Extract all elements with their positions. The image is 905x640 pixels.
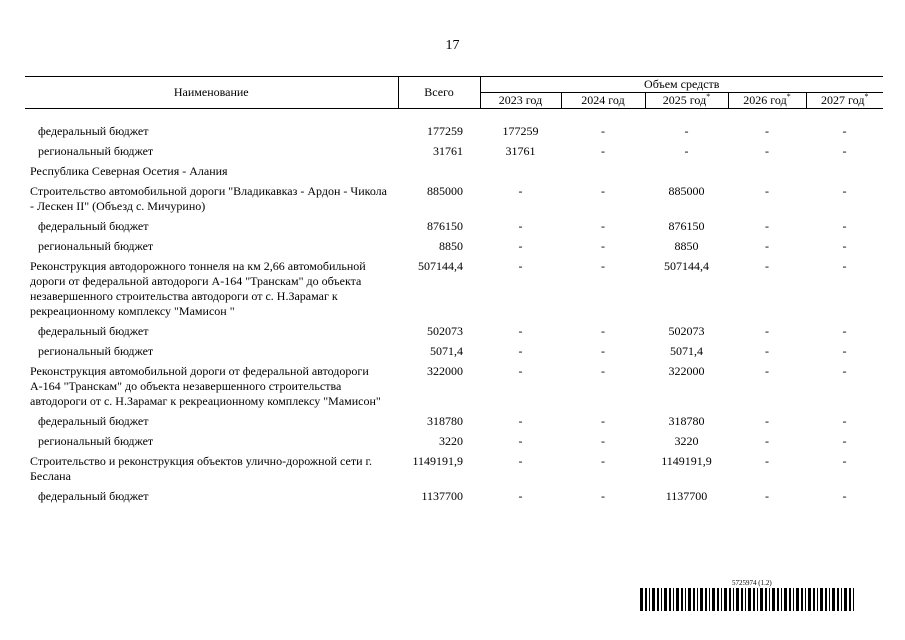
row-value-2025: 322000: [668, 364, 705, 378]
row-value-2025: 507144,4: [664, 259, 709, 273]
table-header: [25, 77, 883, 109]
row-value-2024: -: [601, 184, 605, 198]
row-value-2027: -: [842, 344, 847, 358]
footnote-asterisk: *: [864, 92, 869, 101]
row-total: 1137700: [421, 489, 463, 503]
row-name: федеральный бюджет: [38, 124, 149, 138]
row-value-2027: -: [842, 364, 847, 378]
row-value-2027: -: [842, 489, 847, 503]
row-value-2027: -: [842, 324, 847, 338]
row-value-2026: [728, 164, 806, 184]
header-year: [480, 93, 561, 109]
row-total: 1149191,9: [412, 454, 463, 468]
row-value-2023: -: [518, 434, 523, 448]
table-body: [25, 109, 883, 510]
row-total: 322000: [427, 364, 463, 378]
table-row: [25, 324, 883, 344]
header-year-label: 2027 год: [821, 93, 865, 107]
table-row: [25, 184, 883, 219]
row-value-2023: -: [518, 414, 523, 428]
row-value-2023: -: [518, 259, 523, 273]
row-name: федеральный бюджет: [38, 324, 149, 338]
row-value-2025: 1137700: [665, 489, 708, 503]
row-value-2024: -: [601, 124, 605, 138]
row-value-2024: -: [601, 454, 605, 468]
row-total: 8850: [439, 239, 463, 253]
row-name: Строительство и реконструкция объектов улично-дорожной сети г. Беслана: [30, 454, 373, 483]
barcode-bars: [640, 588, 858, 611]
header-year-label: 2024 год: [581, 93, 625, 107]
row-value-2026: -: [765, 124, 769, 138]
row-value-2026: -: [765, 259, 769, 273]
row-name: Строительство автомобильной дороги "Владикавказ - Ардон - Чикола - Лескен II" (Объезд с. Мичурино): [30, 184, 387, 213]
table-row: [25, 144, 883, 164]
row-value-2027: -: [842, 219, 847, 233]
page-number: 17: [445, 38, 460, 53]
row-value-2023: -: [518, 324, 523, 338]
row-value-2023: -: [518, 184, 523, 198]
row-value-2023: -: [518, 489, 523, 503]
row-value-2027: -: [842, 124, 847, 138]
table-row: [25, 219, 883, 239]
row-value-2025: 876150: [668, 219, 705, 233]
row-value-2026: -: [765, 344, 769, 358]
row-value-2026: -: [765, 489, 769, 503]
row-value-2023: -: [518, 239, 523, 253]
row-value-2025: 318780: [668, 414, 705, 428]
row-value-2026: -: [765, 364, 769, 378]
row-value-2024: [561, 164, 645, 184]
row-value-2026: -: [765, 219, 769, 233]
spacer-row: [25, 109, 883, 125]
row-total: 31761: [433, 144, 463, 158]
table-row: [25, 239, 883, 259]
header-year-label: 2026 год: [743, 93, 787, 107]
row-value-2026: -: [765, 324, 769, 338]
row-total: 5071,4: [430, 344, 463, 358]
row-value-2027: -: [842, 144, 847, 158]
row-value-2023: 177259: [502, 124, 539, 138]
row-total: 318780: [427, 414, 463, 428]
footnote-asterisk: *: [786, 92, 791, 101]
row-value-2025: 5071,4: [670, 344, 703, 358]
row-name: Республика Северная Осетия - Алания: [30, 164, 228, 178]
header-total: Всего: [398, 77, 480, 109]
budget-table: [25, 76, 883, 509]
row-value-2024: -: [601, 434, 605, 448]
header-year: [806, 93, 883, 109]
row-value-2027: -: [842, 184, 847, 198]
row-value-2024: -: [601, 344, 605, 358]
header-name: Наименование: [25, 77, 398, 109]
header-year: [561, 93, 645, 109]
row-total: 177259: [427, 124, 463, 138]
header-group: Объем средств: [480, 77, 883, 93]
table-row: [25, 489, 883, 509]
row-value-2024: -: [601, 324, 605, 338]
row-name: федеральный бюджет: [38, 489, 149, 503]
row-total: 507144,4: [418, 259, 463, 273]
footnote-asterisk: *: [706, 92, 711, 101]
row-name: Реконструкция автомобильной дороги от федеральной автодороги А-164 "Транскам" до объекта незавершенного строительства автодороги от с. Н.Зарамаг к рекреационному комплексу "Мамисон": [30, 364, 381, 408]
table-row: [25, 164, 883, 184]
table-row: [25, 364, 883, 414]
row-value-2025: -: [684, 144, 689, 158]
row-name: региональный бюджет: [38, 344, 154, 358]
row-value-2027: -: [842, 434, 847, 448]
row-value-2025: 8850: [674, 239, 699, 253]
row-value-2027: -: [842, 454, 847, 468]
row-total: 885000: [427, 184, 463, 198]
row-value-2025: -: [684, 124, 689, 138]
row-value-2026: -: [765, 144, 769, 158]
header-year-label: 2025 год: [662, 93, 707, 107]
row-value-2026: -: [765, 454, 769, 468]
row-name: региональный бюджет: [38, 144, 154, 158]
row-value-2027: -: [842, 259, 847, 273]
row-total: 3220: [439, 434, 463, 448]
row-value-2024: -: [601, 364, 605, 378]
row-value-2025: [645, 164, 728, 184]
table-row: [25, 454, 883, 489]
row-value-2023: [480, 164, 561, 184]
row-value-2024: -: [601, 259, 605, 273]
row-value-2027: -: [842, 414, 847, 428]
barcode: [640, 579, 858, 611]
header-year: [728, 93, 806, 109]
table-row: [25, 414, 883, 434]
table-row: [25, 124, 883, 144]
row-name: федеральный бюджет: [38, 414, 149, 428]
row-total: 502073: [427, 324, 463, 338]
row-value-2023: -: [518, 364, 523, 378]
row-value-2023: 31761: [505, 144, 536, 158]
row-value-2024: -: [601, 414, 605, 428]
row-value-2025: 502073: [668, 324, 705, 338]
barcode-label: 5725974 (1.2): [732, 579, 772, 587]
table-row: [25, 259, 883, 324]
row-value-2023: -: [518, 344, 523, 358]
row-name: региональный бюджет: [38, 239, 154, 253]
row-value-2027: [806, 164, 883, 184]
row-value-2027: -: [842, 239, 847, 253]
row-total: 876150: [427, 219, 463, 233]
row-value-2026: -: [765, 184, 769, 198]
row-value-2025: 3220: [674, 434, 699, 448]
row-value-2024: -: [601, 489, 605, 503]
row-value-2025: 1149191,9: [661, 454, 712, 468]
row-value-2024: -: [601, 239, 605, 253]
row-name: федеральный бюджет: [38, 219, 149, 233]
row-value-2023: -: [518, 219, 523, 233]
row-value-2026: -: [765, 239, 769, 253]
header-year: [645, 93, 728, 109]
table-row: [25, 434, 883, 454]
row-value-2023: -: [518, 454, 523, 468]
header-year-label: 2023 год: [498, 93, 543, 107]
row-value-2024: -: [601, 144, 605, 158]
row-total: [398, 164, 480, 184]
row-value-2026: -: [765, 434, 769, 448]
row-value-2024: -: [601, 219, 605, 233]
row-name: региональный бюджет: [38, 434, 154, 448]
row-value-2025: 885000: [668, 184, 705, 198]
table-row: [25, 344, 883, 364]
row-name: Реконструкция автодорожного тоннеля на км 2,66 автомобильной дороги от федеральной автодороги А-164 "Транскам" до объекта незавершенного строительства автодороги от с. Н.Зарамаг к рекреационному комплексу "Мамисон ": [30, 259, 366, 318]
row-value-2026: -: [765, 414, 769, 428]
